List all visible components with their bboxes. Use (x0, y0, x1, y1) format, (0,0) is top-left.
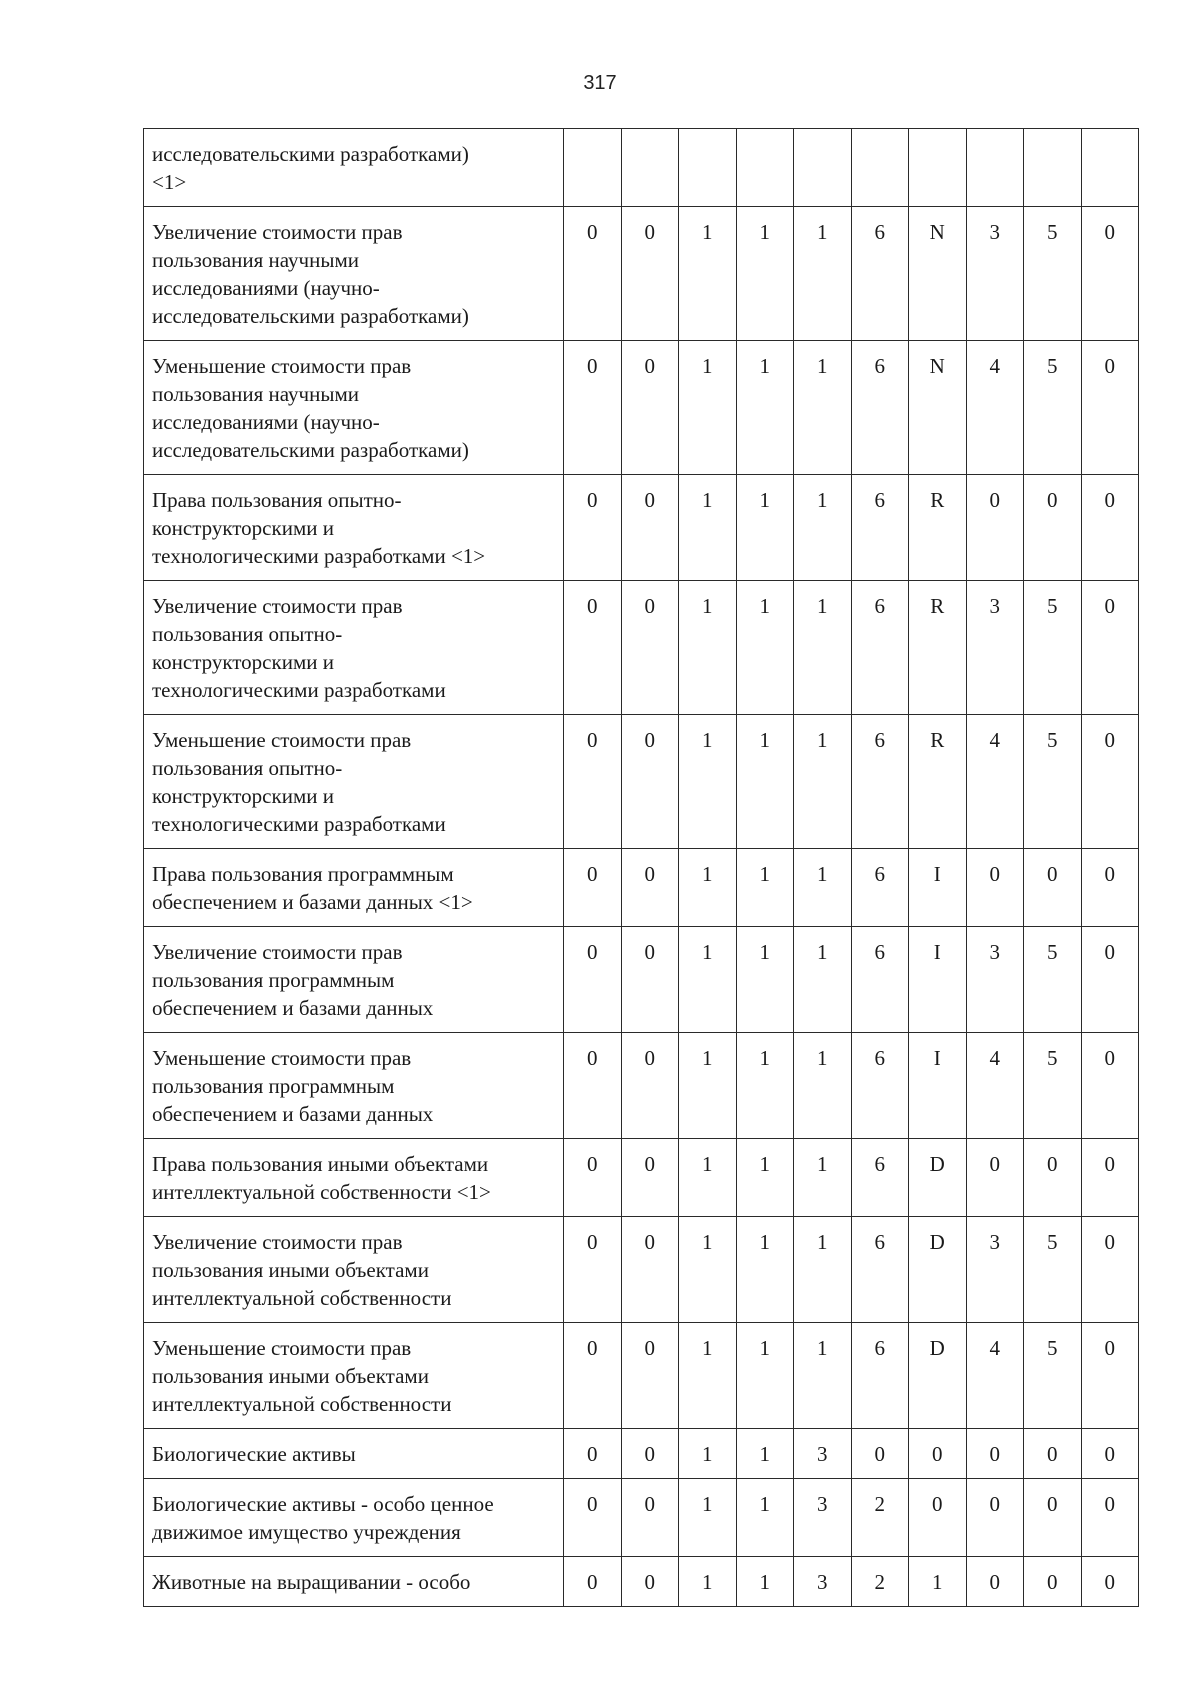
code-digit-cell: R (909, 715, 967, 849)
code-digit-cell: 1 (736, 927, 794, 1033)
code-digit-cell: R (909, 581, 967, 715)
code-digit-cell: 1 (736, 1033, 794, 1139)
code-digit-cell: 5 (1024, 581, 1082, 715)
code-digit-cell: 3 (966, 207, 1024, 341)
code-digit-cell: 1 (736, 341, 794, 475)
code-digit-cell: 1 (794, 1033, 852, 1139)
code-digit-cell: 4 (966, 1323, 1024, 1429)
code-digit-cell: 5 (1024, 715, 1082, 849)
code-digit-cell: 0 (621, 927, 679, 1033)
code-digit-cell: 4 (966, 341, 1024, 475)
code-digit-cell: 0 (564, 849, 622, 927)
code-digit-cell: D (909, 1217, 967, 1323)
code-digit-cell: 0 (966, 1139, 1024, 1217)
code-digit-cell: 1 (679, 849, 737, 927)
code-digit-cell: 0 (621, 1323, 679, 1429)
code-digit-cell: 1 (736, 1479, 794, 1557)
code-digit-cell: 0 (621, 341, 679, 475)
row-name-cell: Права пользования опытно- конструкторскими и технологическими разработками <1> (144, 475, 564, 581)
code-digit-cell: 6 (851, 849, 909, 927)
row-name-cell: Животные на выращивании - особо (144, 1557, 564, 1607)
code-digit-cell: 3 (966, 1217, 1024, 1323)
code-digit-cell: 2 (851, 1557, 909, 1607)
code-digit-cell: 1 (909, 1557, 967, 1607)
code-digit-cell: 5 (1024, 927, 1082, 1033)
code-digit-cell: I (909, 849, 967, 927)
code-digit-cell (1024, 129, 1082, 207)
code-digit-cell: 0 (564, 475, 622, 581)
code-digit-cell: 0 (621, 581, 679, 715)
code-digit-cell: 1 (736, 715, 794, 849)
code-digit-cell: 0 (564, 1479, 622, 1557)
code-digit-cell: 1 (736, 1217, 794, 1323)
code-digit-cell: 1 (794, 341, 852, 475)
row-name-cell: Права пользования программным обеспечением и базами данных <1> (144, 849, 564, 927)
table-row (144, 1323, 1139, 1429)
table-row (144, 927, 1139, 1033)
code-digit-cell: 6 (851, 207, 909, 341)
table-row (144, 849, 1139, 927)
budget-code-table (143, 128, 1139, 1607)
code-digit-cell: 0 (564, 715, 622, 849)
code-digit-cell: 1 (736, 475, 794, 581)
code-digit-cell (794, 129, 852, 207)
code-digit-cell (966, 129, 1024, 207)
code-digit-cell: 1 (736, 1557, 794, 1607)
code-digit-cell: 0 (621, 1033, 679, 1139)
code-digit-cell: 0 (621, 1217, 679, 1323)
code-digit-cell (679, 129, 737, 207)
code-digit-cell: 5 (1024, 1033, 1082, 1139)
code-digit-cell: 1 (736, 1429, 794, 1479)
table-row (144, 1479, 1139, 1557)
code-digit-cell: 0 (564, 207, 622, 341)
code-digit-cell: 1 (679, 927, 737, 1033)
code-digit-cell: 1 (679, 581, 737, 715)
code-digit-cell: 0 (1024, 1139, 1082, 1217)
code-digit-cell: 6 (851, 1323, 909, 1429)
code-digit-cell: 3 (794, 1557, 852, 1607)
row-name-cell: Биологические активы (144, 1429, 564, 1479)
code-digit-cell: I (909, 1033, 967, 1139)
code-digit-cell: 1 (679, 1139, 737, 1217)
code-digit-cell: 6 (851, 927, 909, 1033)
code-digit-cell: 0 (1081, 475, 1139, 581)
code-digit-cell: 1 (736, 1139, 794, 1217)
code-digit-cell: 5 (1024, 207, 1082, 341)
code-digit-cell: 0 (621, 1557, 679, 1607)
code-digit-cell: 1 (794, 715, 852, 849)
code-digit-cell: I (909, 927, 967, 1033)
code-digit-cell: 0 (1024, 1479, 1082, 1557)
code-digit-cell: 1 (736, 581, 794, 715)
code-digit-cell: 0 (1081, 207, 1139, 341)
code-digit-cell: 0 (1081, 715, 1139, 849)
row-name-cell: Уменьшение стоимости прав пользования иными объектами интеллектуальной собственности (144, 1323, 564, 1429)
code-digit-cell: 0 (966, 1557, 1024, 1607)
code-digit-cell: 6 (851, 1033, 909, 1139)
table-row (144, 581, 1139, 715)
table-row (144, 341, 1139, 475)
code-digit-cell: 0 (621, 1139, 679, 1217)
code-digit-cell: 0 (621, 1479, 679, 1557)
code-digit-cell: 5 (1024, 1323, 1082, 1429)
row-name-cell: Уменьшение стоимости прав пользования программным обеспечением и базами данных (144, 1033, 564, 1139)
code-digit-cell: 0 (1024, 849, 1082, 927)
code-digit-cell: 1 (679, 1323, 737, 1429)
code-digit-cell: 0 (909, 1429, 967, 1479)
code-digit-cell: 0 (1081, 1557, 1139, 1607)
code-digit-cell: 0 (966, 1479, 1024, 1557)
row-name-cell: Увеличение стоимости прав пользования иными объектами интеллектуальной собственности (144, 1217, 564, 1323)
table-row (144, 1557, 1139, 1607)
code-digit-cell: D (909, 1139, 967, 1217)
code-digit-cell: 1 (679, 1429, 737, 1479)
code-digit-cell: 0 (621, 849, 679, 927)
code-digit-cell: 1 (794, 849, 852, 927)
code-digit-cell: 6 (851, 715, 909, 849)
code-digit-cell: 0 (1081, 1479, 1139, 1557)
code-digit-cell: N (909, 207, 967, 341)
row-name-cell: исследовательскими разработками) <1> (144, 129, 564, 207)
code-digit-cell: 0 (564, 1033, 622, 1139)
code-digit-cell: 1 (679, 1217, 737, 1323)
table-row (144, 207, 1139, 341)
code-digit-cell: 0 (909, 1479, 967, 1557)
code-digit-cell: 0 (564, 1323, 622, 1429)
code-digit-cell: 6 (851, 475, 909, 581)
code-digit-cell: 1 (794, 475, 852, 581)
code-digit-cell: 1 (679, 1479, 737, 1557)
code-digit-cell: 0 (1081, 1139, 1139, 1217)
row-name-cell: Биологические активы - особо ценное движимое имущество учреждения (144, 1479, 564, 1557)
code-digit-cell: 0 (966, 475, 1024, 581)
code-digit-cell: 0 (851, 1429, 909, 1479)
code-digit-cell: 0 (621, 475, 679, 581)
table-row (144, 1139, 1139, 1217)
code-digit-cell: 0 (1081, 1323, 1139, 1429)
code-digit-cell: 0 (1081, 1217, 1139, 1323)
code-digit-cell: 0 (564, 341, 622, 475)
code-digit-cell: 1 (736, 849, 794, 927)
code-digit-cell: 1 (794, 927, 852, 1033)
code-digit-cell: 0 (564, 581, 622, 715)
code-digit-cell: 3 (966, 581, 1024, 715)
code-digit-cell: 6 (851, 1139, 909, 1217)
table-row (144, 475, 1139, 581)
table-row (144, 1429, 1139, 1479)
code-digit-cell: 1 (679, 1033, 737, 1139)
code-digit-cell: 0 (1024, 475, 1082, 581)
code-digit-cell: 1 (736, 207, 794, 341)
code-digit-cell (1081, 129, 1139, 207)
code-digit-cell: N (909, 341, 967, 475)
code-digit-cell: 0 (564, 1557, 622, 1607)
code-digit-cell: 1 (794, 1139, 852, 1217)
code-digit-cell: 6 (851, 341, 909, 475)
code-digit-cell: 1 (794, 581, 852, 715)
code-digit-cell: 3 (966, 927, 1024, 1033)
code-digit-cell: 3 (794, 1429, 852, 1479)
table-row (144, 715, 1139, 849)
row-name-cell: Увеличение стоимости прав пользования опытно- конструкторскими и технологическими разработками (144, 581, 564, 715)
code-digit-cell: R (909, 475, 967, 581)
code-digit-cell: 1 (794, 207, 852, 341)
code-digit-cell: 1 (679, 475, 737, 581)
code-digit-cell (621, 129, 679, 207)
code-digit-cell: 4 (966, 715, 1024, 849)
table-body (144, 129, 1139, 1607)
code-digit-cell: 0 (564, 1139, 622, 1217)
code-digit-cell: 0 (621, 207, 679, 341)
code-digit-cell: 0 (621, 715, 679, 849)
code-digit-cell (851, 129, 909, 207)
row-name-cell: Права пользования иными объектами интеллектуальной собственности <1> (144, 1139, 564, 1217)
code-digit-cell: 0 (564, 927, 622, 1033)
code-digit-cell: 0 (1081, 1033, 1139, 1139)
table-row (144, 1217, 1139, 1323)
code-digit-cell: 2 (851, 1479, 909, 1557)
code-digit-cell: 0 (966, 849, 1024, 927)
page-number: 317 (583, 72, 617, 94)
code-digit-cell (736, 129, 794, 207)
code-digit-cell: 1 (679, 715, 737, 849)
code-digit-cell: 0 (1024, 1429, 1082, 1479)
code-digit-cell: 1 (679, 341, 737, 475)
code-digit-cell: 6 (851, 581, 909, 715)
code-digit-cell (909, 129, 967, 207)
code-digit-cell: 1 (679, 1557, 737, 1607)
code-digit-cell: 1 (736, 1323, 794, 1429)
code-digit-cell: 0 (1024, 1557, 1082, 1607)
row-name-cell: Увеличение стоимости прав пользования программным обеспечением и базами данных (144, 927, 564, 1033)
code-digit-cell: 0 (1081, 1429, 1139, 1479)
code-digit-cell: 0 (1081, 849, 1139, 927)
row-name-cell: Уменьшение стоимости прав пользования опытно- конструкторскими и технологическими разработками (144, 715, 564, 849)
code-digit-cell: D (909, 1323, 967, 1429)
code-digit-cell: 1 (679, 207, 737, 341)
code-digit-cell: 0 (1081, 581, 1139, 715)
code-digit-cell: 0 (1081, 341, 1139, 475)
code-digit-cell: 4 (966, 1033, 1024, 1139)
code-digit-cell (564, 129, 622, 207)
code-digit-cell: 3 (794, 1479, 852, 1557)
code-digit-cell: 0 (621, 1429, 679, 1479)
row-name-cell: Уменьшение стоимости прав пользования научными исследованиями (научно- исследовательскими разработками) (144, 341, 564, 475)
code-digit-cell: 0 (966, 1429, 1024, 1479)
code-digit-cell: 6 (851, 1217, 909, 1323)
code-digit-cell: 0 (1081, 927, 1139, 1033)
row-name-cell: Увеличение стоимости прав пользования научными исследованиями (научно- исследовательскими разработками) (144, 207, 564, 341)
code-digit-cell: 5 (1024, 1217, 1082, 1323)
code-digit-cell: 1 (794, 1217, 852, 1323)
code-digit-cell: 1 (794, 1323, 852, 1429)
code-digit-cell: 0 (564, 1217, 622, 1323)
table-row (144, 1033, 1139, 1139)
code-digit-cell: 0 (564, 1429, 622, 1479)
code-digit-cell: 5 (1024, 341, 1082, 475)
table-row (144, 129, 1139, 207)
